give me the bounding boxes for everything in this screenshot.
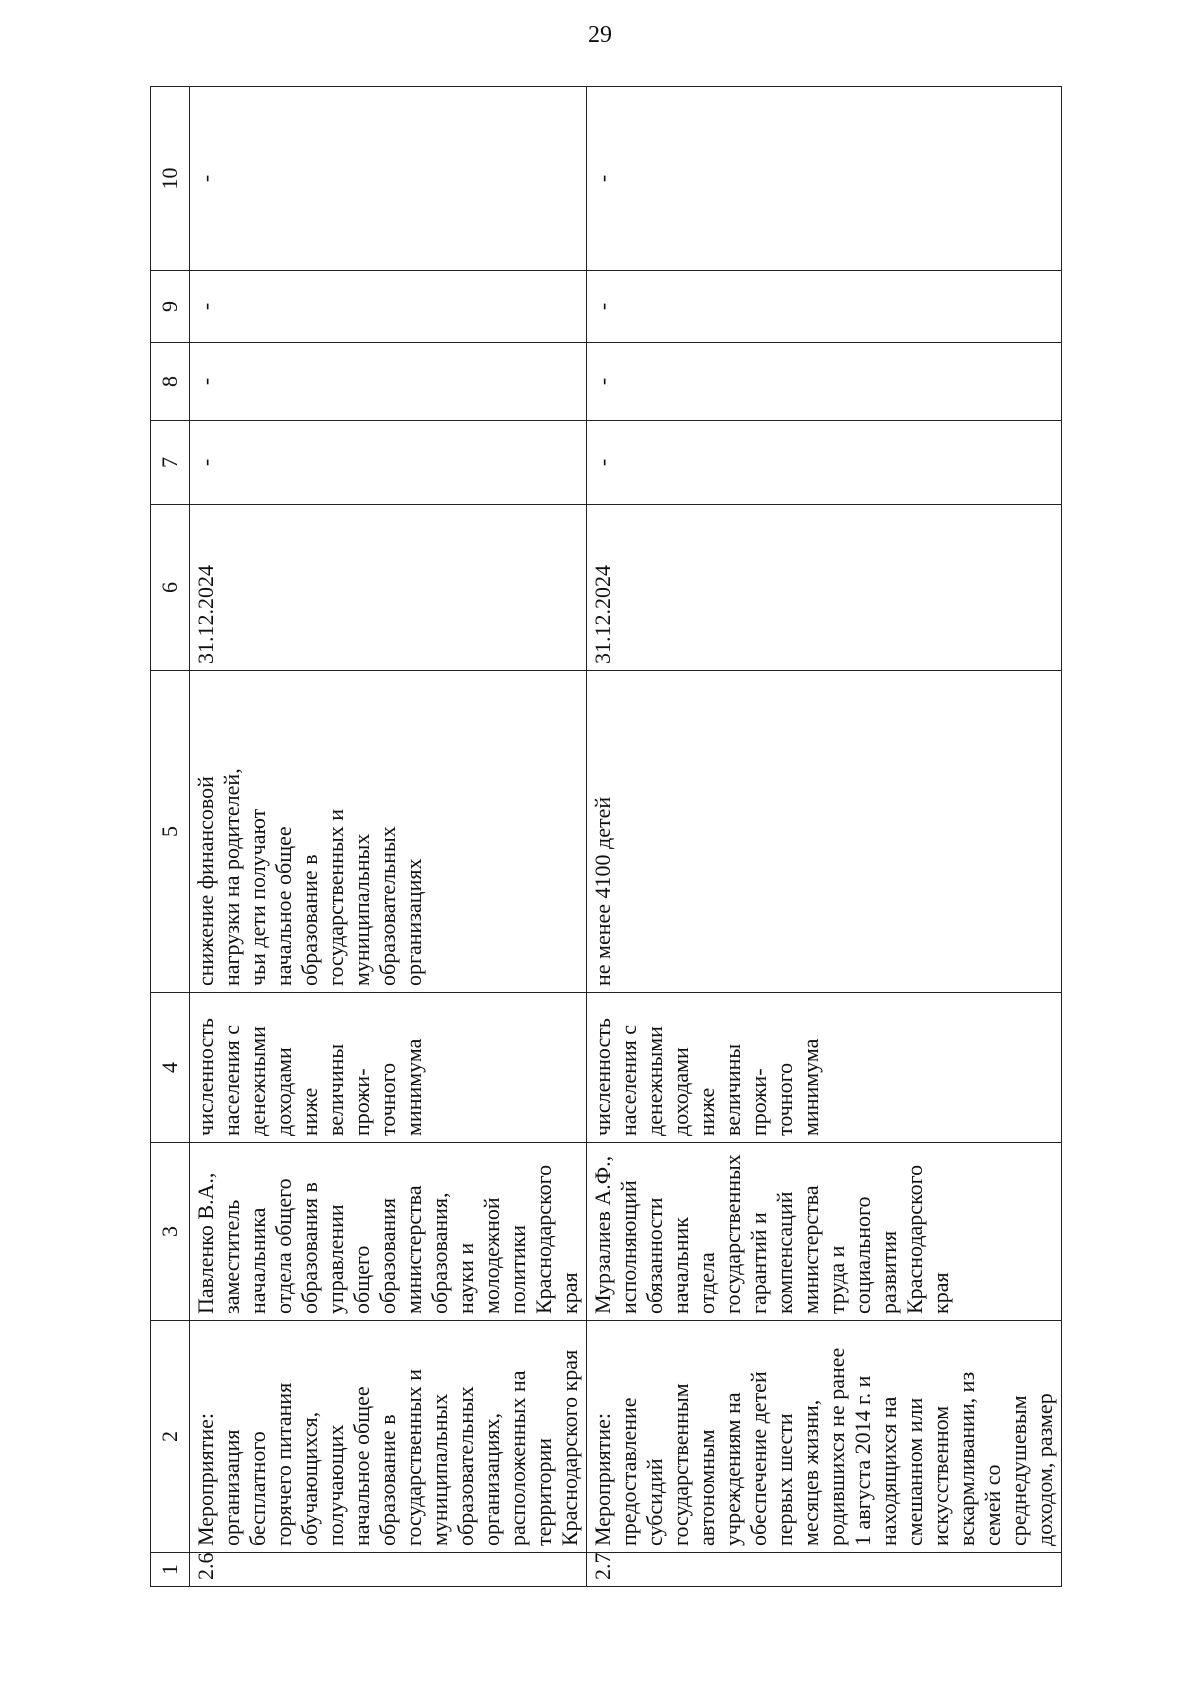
column-7-cell — [587, 421, 1062, 505]
dash-value: - — [193, 458, 218, 467]
column-10-cell — [190, 87, 587, 271]
responsible-text: Мурзалиев А.Ф., исполняющий обязанности начальник отдела государственных гарантий и компенсаций министерства труда и социального развития Краснодарского края — [590, 1154, 953, 1314]
date-cell — [587, 505, 1062, 671]
column-header: 10 — [151, 87, 190, 271]
dash-value: - — [590, 377, 615, 386]
column-7-cell — [190, 421, 587, 505]
table-row — [587, 87, 1062, 1587]
page-number: 29 — [588, 22, 612, 48]
event-cell — [587, 1321, 1062, 1553]
dash-value: - — [193, 302, 218, 311]
row-number-text: 2.6 — [193, 1552, 218, 1580]
column-9-cell — [587, 271, 1062, 343]
header-row — [151, 87, 190, 1587]
row-number-text: 2.7 — [590, 1552, 615, 1580]
event-cell — [190, 1321, 587, 1553]
dash-value: - — [590, 174, 615, 183]
column-header: 9 — [151, 271, 190, 343]
column-header: 1 — [151, 1553, 190, 1587]
column-8-cell — [587, 343, 1062, 421]
result-cell — [190, 671, 587, 993]
event-text: Мероприятие: организация бесплатного горячего питания обучающихся, получающих начальное общее образование в государственных и муниципальных образовательных организациях, расположенных на территории Краснодарского края — [193, 1349, 582, 1546]
date-text: 31.12.2024 — [590, 565, 615, 664]
table-row — [190, 87, 587, 1587]
column-header: 6 — [151, 505, 190, 671]
column-9-cell — [190, 271, 587, 343]
plan-table-frame — [150, 87, 1057, 1587]
dash-value: - — [193, 174, 218, 183]
responsible-cell — [587, 1143, 1062, 1321]
column-header: 4 — [151, 993, 190, 1143]
event-text: Мероприятие: предоставление субсидий государственным автономным учреждениям на обеспечение детей первых шести месяцев жизни, родившихся не ранее 1 августа 2014 г. и находящихся на смешанном или искусственном вскармливании, из семей со среднедушевым доходом, размер — [590, 1347, 1057, 1546]
result-text: снижение финансовой нагрузки на родителей, чьи дети получают начальное общее образование в государственных и муниципальных образовательных организациях — [193, 768, 426, 986]
plan-table — [150, 86, 1062, 1587]
date-text: 31.12.2024 — [193, 565, 218, 664]
dash-value: - — [193, 377, 218, 386]
indicator-text: численность населения с денежными доходами ниже величины прожи- точного минимума — [193, 1018, 426, 1136]
column-header: 5 — [151, 671, 190, 993]
responsible-text: Павленко В.А., заместитель начальника отдела общего образования в управлении общего образования министерства образования, науки и молодежной политики Краснодарского края — [193, 1164, 582, 1314]
date-cell — [190, 505, 587, 671]
column-header: 7 — [151, 421, 190, 505]
indicator-text: численность населения с денежными доходами ниже величины прожи- точного минимума — [590, 1018, 823, 1136]
result-cell — [587, 671, 1062, 993]
dash-value: - — [590, 302, 615, 311]
responsible-cell — [190, 1143, 587, 1321]
column-header: 3 — [151, 1143, 190, 1321]
column-header: 2 — [151, 1321, 190, 1553]
indicator-cell — [190, 993, 587, 1143]
dash-value: - — [590, 458, 615, 467]
indicator-cell — [587, 993, 1062, 1143]
column-10-cell — [587, 87, 1062, 271]
column-8-cell — [190, 343, 587, 421]
column-header: 8 — [151, 343, 190, 421]
row-number — [190, 1553, 587, 1587]
result-text: не менее 4100 детей — [590, 796, 615, 986]
row-number — [587, 1553, 1062, 1587]
